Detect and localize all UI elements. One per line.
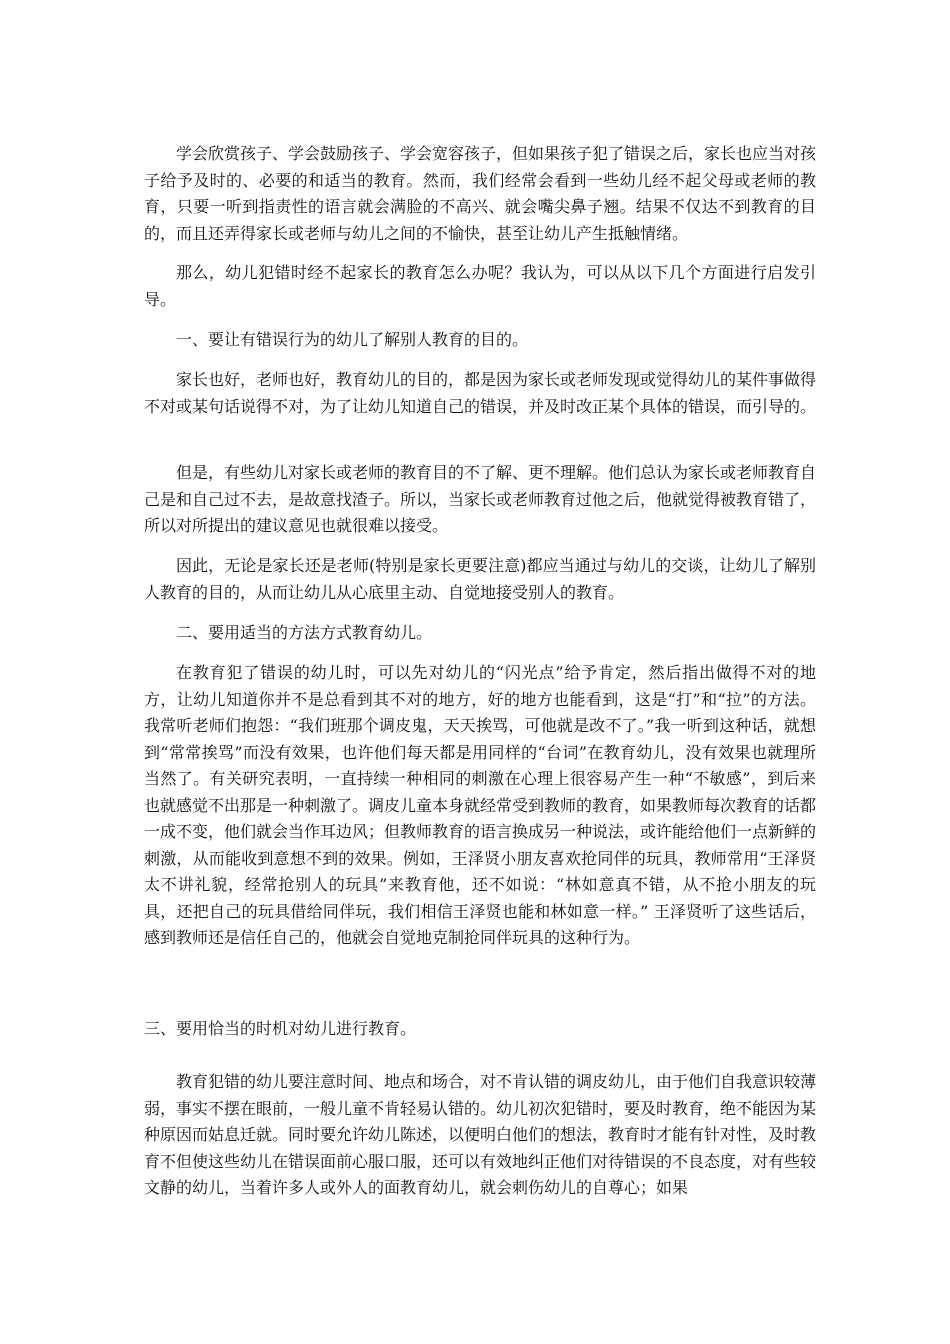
paragraph-question: 那么，幼儿犯错时经不起家长的教育怎么办呢？我认为，可以从以下几个方面进行启发引导。 [144,263,816,309]
paragraph-intro: 学会欣赏孩子、学会鼓励孩子、学会宽容孩子，但如果孩子犯了错误之后，家长也应当对孩子给予及时的、必要的和适当的教育。然而，我们经常会看到一些幼儿经不起父母或老师的教育，只要一听到指责性的语言就会满脸的不高兴、就会嘴尖鼻子翘。结果不仅达不到教育的目的，而且还弄得家长或老师与幼儿之间的不愉快，甚至让幼儿产生抵触情绪。 [144,144,817,243]
paragraph-conversation: 因此，无论是家长还是老师(特别是家长更要注意)都应当通过与幼儿的交谈，让幼儿了解别人教育的目的，从而让幼儿从心底里主动、自觉地接受别人的教育。 [144,556,816,602]
paragraph-methods: 在教育犯了错误的幼儿时，可以先对幼儿的“闪光点”给予肯定，然后指出做得不对的地方，让幼儿知道你并不是总看到其不对的地方，好的地方也能看到，这是“打”和“拉”的方法。我常听老师们抱怨：“我们班那个调皮鬼，天天挨骂，可他就是改不了。”我一听到这种话，就想到“常常挨骂”而没有效果，也许他们每天都是用同样的“台词”在教育幼儿，没有效果也就理所当然了。有关研究表明，一直持续一种相同的刺激在心理上很容易产生一种“不敏感”，到后来也就感觉不出那是一种刺激了。调皮儿童本身就经常受到教师的教育，如果教师每次教育的话都一成不变，他们就会当作耳边风；但教师教育的语言换成另一种说法，或许能给他们一点新鲜的刺激，从而能收到意想不到的效果。例如，王泽贤小朋友喜欢抢同伴的玩具，教师常用“王泽贤太不讲礼貌，经常抢别人的玩具”来教育他，还不如说：“林如意真不错，从不抢小朋友的玩具，还把自己的玩具借给同伴玩，我们相信王泽贤也能和林如意一样。” 王泽贤听了这些话后，感到教师还是信任自己的，他就会自觉地克制抢同伴玩具的这种行为。 [144,663,817,947]
section-heading-2: 二、要用适当的方法方式教育幼儿。 [176,623,433,642]
paragraph-misunderstanding: 但是，有些幼儿对家长或老师的教育目的不了解、更不理解。他们总认为家长或老师教育自己是和自己过不去，是故意找渣子。所以，当家长或老师教育过他之后，他就觉得被教育错了，所以对所提出的建议意见也就很难以接受。 [144,463,817,535]
paragraph-purpose: 家长也好，老师也好，教育幼儿的目的，都是因为家长或老师发现或觉得幼儿的某件事做得不对或某句话说得不对，为了让幼儿知道自己的错误，并及时改正某个具体的错误，而引导的。 [144,370,817,416]
paragraph-timing: 教育犯错的幼儿要注意时间、地点和场合，对不肯认错的调皮幼儿，由于他们自我意识较薄弱，事实不摆在眼前，一般儿童不肯轻易认错的。幼儿初次犯错时，要及时教育，绝不能因为某种原因而姑息迁就。同时要允许幼儿陈述，以便明白他们的想法，教育时才能有针对性，及时教育不但使这些幼儿在错误面前心服口服，还可以有效地纠正他们对待错误的不良态度，对有些较文静的幼儿，当着许多人或外人的面教育幼儿，就会刺伤幼儿的自尊心；如果 [144,1072,817,1197]
section-heading-1: 一、要让有错误行为的幼儿了解别人教育的目的。 [176,330,529,349]
section-heading-3: 三、要用恰当的时机对幼儿进行教育。 [144,1019,417,1038]
